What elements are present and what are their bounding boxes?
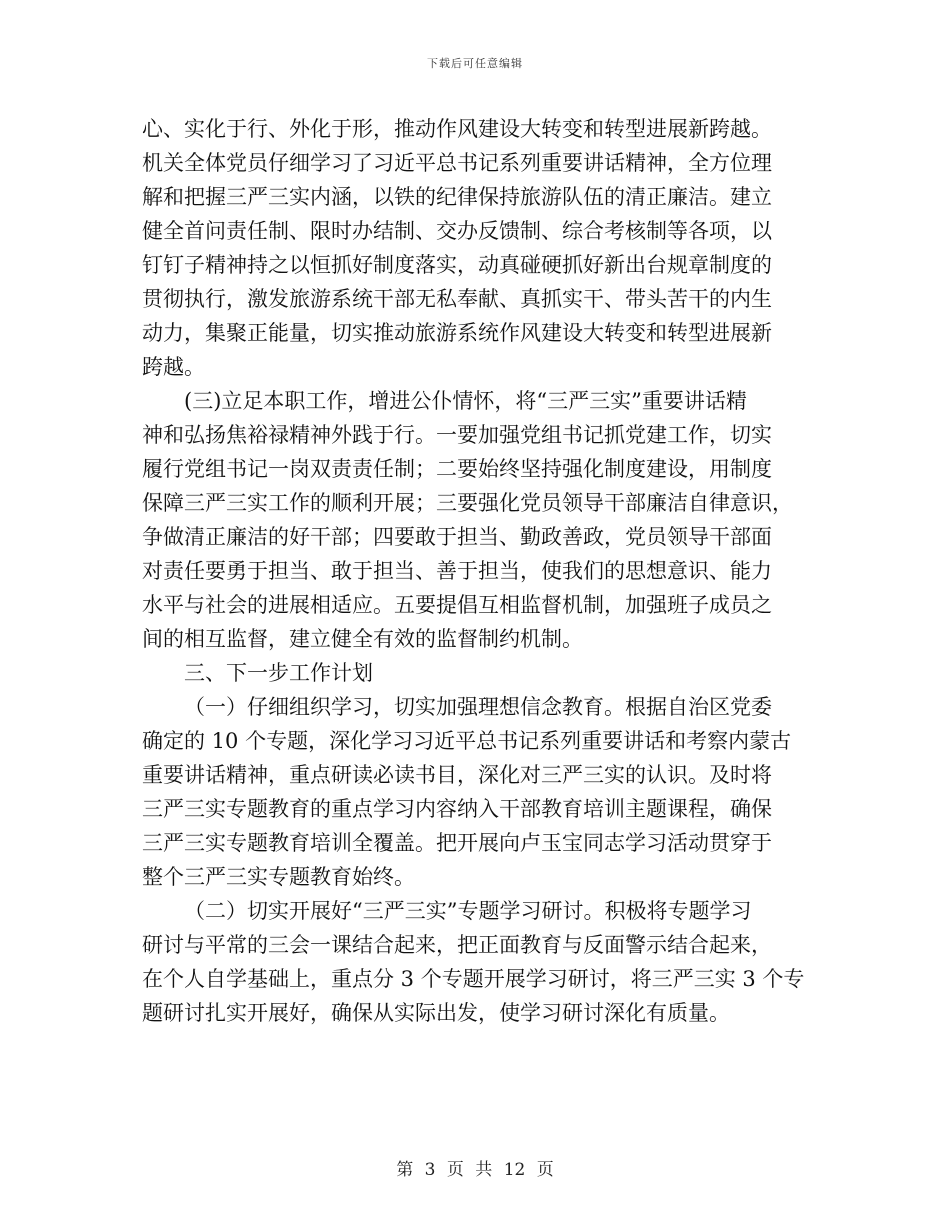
paragraph-line: (三)立足本职工作，增进公仆情怀，将“三严三实”重要讲话精: [184, 389, 747, 413]
section-heading: 三、下一步工作计划: [184, 661, 373, 685]
paragraph-line: （二）切实开展好“三严三实”专题学习研讨。积极将专题学习: [184, 899, 752, 923]
paragraph-line: 重要讲话精神，重点研读必读书目，深化对三严三实的认识。及时将: [142, 763, 772, 787]
paragraph-line: 神和弘扬焦裕禄精神外践于行。一要加强党组书记抓党建工作，切实: [142, 423, 772, 447]
paragraph-line: 心、实化于行、外化于形，推动作风建设大转变和转型进展新跨越。: [142, 117, 772, 141]
paragraph-line: 保障三严三实工作的顺利开展；三要强化党员领导干部廉洁自律意识，: [142, 491, 793, 515]
paragraph-line: 贯彻执行，激发旅游系统干部无私奉献、真抓实干、带头苦干的内生: [142, 287, 772, 311]
paragraph-line: 研讨与平常的三会一课结合起来，把正面教育与反面警示结合起来，: [142, 933, 772, 957]
paragraph-line: 动力，集聚正能量，切实推动旅游系统作风建设大转变和转型进展新: [142, 321, 772, 345]
paragraph-line: 水平与社会的进展相适应。五要提倡互相监督机制，加强班子成员之: [142, 593, 772, 617]
page-header: 下载后可任意编辑: [427, 57, 523, 70]
paragraph-line: 三严三实专题教育培训全覆盖。把开展向卢玉宝同志学习活动贯穿于: [142, 831, 772, 855]
paragraph-line: 跨越。: [142, 355, 205, 379]
paragraph-line: （一）仔细组织学习，切实加强理想信念教育。根据自治区党委: [184, 695, 772, 719]
paragraph-line: 对责任要勇于担当、敢于担当、善于担当，使我们的思想意识、能力: [142, 559, 772, 583]
paragraph-line: 解和把握三严三实内涵，以铁的纪律保持旅游队伍的清正廉洁。建立: [142, 185, 772, 209]
paragraph-line: 争做清正廉洁的好干部；四要敢于担当、勤政善政，党员领导干部面: [142, 525, 772, 549]
paragraph-line: 机关全体党员仔细学习了习近平总书记系列重要讲话精神，全方位理: [142, 151, 772, 175]
paragraph-line: 题研讨扎实开展好，确保从实际出发，使学习研讨深化有质量。: [142, 1001, 730, 1025]
paragraph-line: 履行党组书记一岗双责责任制；二要始终坚持强化制度建设，用制度: [142, 457, 772, 481]
paragraph-line: 间的相互监督，建立健全有效的监督制约机制。: [142, 627, 583, 651]
paragraph-line: 钉钉子精神持之以恒抓好制度落实，动真碰硬抓好新出台规章制度的: [142, 253, 772, 277]
document-body: [142, 112, 822, 1030]
paragraph-line: 在个人自学基础上，重点分 3 个专题开展学习研讨，将三严三实 3 个专: [142, 967, 805, 991]
paragraph-line: 健全首问责任制、限时办结制、交办反馈制、综合考核制等各项，以: [142, 219, 772, 243]
paragraph-line: 整个三严三实专题教育始终。: [142, 865, 415, 889]
paragraph-line: 三严三实专题教育的重点学习内容纳入干部教育培训主题课程，确保: [142, 797, 772, 821]
paragraph-line: 确定的 10 个专题，深化学习习近平总书记系列重要讲话和考察内蒙古: [142, 729, 792, 753]
page-footer: 第 3 页 共 12 页: [396, 1160, 554, 1180]
